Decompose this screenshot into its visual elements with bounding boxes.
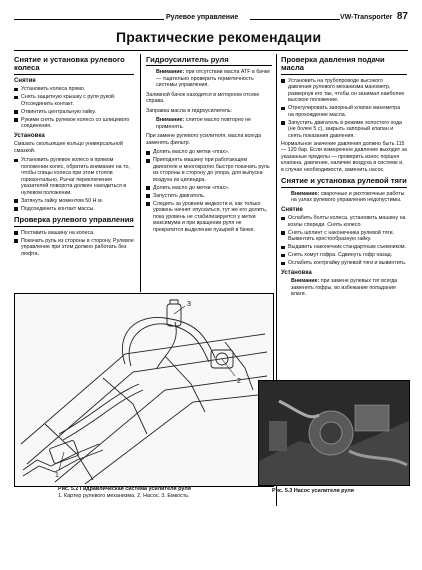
bleed-steps — [146, 149, 272, 233]
note-atf — [146, 69, 272, 89]
heading-tie-rod: Снятие и установка рулевой тяги — [281, 177, 407, 187]
note-welding — [281, 191, 407, 204]
column-divider — [140, 54, 141, 292]
tie-rod-removal-list — [281, 215, 407, 267]
note-label: Внимание: — [156, 69, 185, 76]
list-item: Следить за уровнем жидкости и, как только уровень начнет опускаться, тут же его долить, пока уровень не стабилизируется у метки максимума и при вращении руля не прекратится выделение пузырей в бачке. — [146, 201, 272, 234]
hydraulic-system-illustration — [15, 294, 273, 486]
subheading-install: Установка — [281, 268, 312, 276]
list-item: Снять шплинт с наконечника рулевой тяги. Вывинтить крестообразную гайку. — [281, 230, 407, 243]
list-item: Рукими снять рулевое колесо со шлицевого соединения. — [14, 117, 134, 130]
list-item: Установить рулевое колесо в прямом положении колес, обратить внимание на то, чтобы спицы колеса при этом стояли горизонтально. Рычаг переключения указателей поворота должен находиться в нулевом положении. — [14, 157, 134, 196]
paragraph-filter: При замене рулевого усилителя, масла всегда заменять фильтр. — [146, 133, 261, 146]
caption-title: Гидравлическая система усилителя руля — [79, 486, 191, 492]
note-label: Внимание: — [291, 190, 320, 197]
caption-label: Рис. 5.2 — [58, 486, 79, 492]
list-item: Ослабить контргайку рулевой тяги и вывинтить. — [281, 260, 407, 267]
subheading-install: Установка — [14, 131, 45, 139]
page-title: Практические рекомендации — [116, 29, 322, 45]
page-number: 87 — [396, 11, 408, 22]
paragraph-reservoir: Заливной бачок находится в моторном отсеке справа. — [146, 91, 260, 105]
figure-5-3-caption — [272, 488, 412, 495]
figure-5-2-drawing — [14, 293, 274, 487]
note-oil — [146, 117, 272, 130]
note-text: слитое масло повторно не применять. — [156, 117, 251, 130]
note-text: при замене рулевых тяг всегда заменять гофры, во избежание попадания влаги. — [291, 278, 398, 298]
header-rule-right — [250, 19, 340, 20]
caption-legend: 1. Картер рулевого механизма. 2. Насос. 3. Емкость. — [58, 493, 190, 499]
list-item: Запустить двигатель. — [146, 193, 272, 200]
note-text: при отсутствии масла ATF в бачке — тщательно проверить герметичность системы управления. — [156, 69, 271, 89]
note-boots — [281, 278, 407, 298]
header-section: Рулевое управление — [166, 14, 239, 21]
paragraph-pressure: Нормальное значение давления должно быть 115 — 120 бар. Если измеренное давление выходит за указанные пределы — проверить износ поршня клапана, давление, наличие воздуха в системе и, в случае необходимости, заменить насос. — [281, 140, 407, 173]
install-intro: Смазать скользящее кольцо универсальной смазкой. — [14, 141, 123, 154]
list-item: Установить на трубопроводе высокого давления рулевого механизма манометр, развернув его так, чтобы он занимал наиболее высокое положение. — [281, 78, 407, 104]
running-header — [14, 13, 408, 25]
list-item: Подсоединить контакт массы. — [14, 206, 134, 213]
note-text: сварочные и рихтовочные работы на узлах рулевого управления недопустимы. — [291, 190, 405, 204]
header-book: VW-Transporter — [340, 14, 393, 21]
list-item: Долить масло до метки «max». — [146, 149, 272, 156]
subheading-removal: Снятие — [281, 205, 303, 213]
caption-label: Рис. 5.3 — [272, 488, 293, 494]
list-item: Покачать руль из стороны в сторону. Рулевое управление при этом должно работать без люфта. — [14, 238, 134, 258]
column-1 — [14, 56, 134, 259]
callout-2: 2 — [237, 378, 241, 385]
note-label: Внимание: — [291, 278, 320, 285]
heading-steering-wheel: Снятие и установка рулевого колеса — [14, 56, 134, 75]
pump-photo-illustration — [259, 381, 409, 485]
figure-5-3-photo — [258, 380, 410, 486]
list-item: Запустить двигатель в режиме холостого хода (не более 5 с), закрыть запорный клапан и снять показания давления. — [281, 120, 407, 140]
list-item: Снять защитную крышку с руля рукой. Отсоединить контакт. — [14, 94, 134, 107]
callout-3: 3 — [187, 301, 191, 308]
heading-steering-check: Проверка рулевого управления — [14, 216, 134, 226]
pressure-steps — [281, 78, 407, 140]
list-item: Выдавить наконечник стандартным съемником. — [281, 244, 407, 251]
list-item: Долить масло до метки «max». — [146, 185, 272, 192]
heading-power-steering: Гидроусилитель руля — [146, 56, 272, 66]
callout-1: 1 — [55, 472, 59, 479]
title-rule — [14, 50, 408, 51]
column-3 — [281, 56, 407, 301]
list-item: Отвинтить центральную гайку. — [14, 109, 134, 116]
check-list — [14, 230, 134, 258]
subheading-removal: Снятие — [14, 76, 36, 84]
list-item: Ослабить болты колеса, установить машину на козлы спереди. Снять колесо. — [281, 215, 407, 228]
list-item: Установить колеса прямо. — [14, 86, 134, 93]
header-rule-left — [14, 19, 164, 20]
list-item: Снять хомут гофра. Сдвинуть гофр назад. — [281, 252, 407, 259]
list-item: Приподнять машину при работающем двигателе и многократно быстро покачать руль из стороны в сторону до упора, для выпуска воздуха из цилиндра. — [146, 157, 272, 183]
caption-title: Насос усилителя руля — [293, 488, 354, 494]
install-list — [14, 157, 134, 212]
note-label: Внимание: — [156, 117, 185, 124]
heading-oil-pressure: Проверка давления подачи масла — [281, 56, 407, 75]
list-item: Поставить машину на колеса. — [14, 230, 134, 237]
list-item: Затянуть гайку моментом 50 Н м. — [14, 198, 134, 205]
list-item: Отрегулировать запорный клапан манометра на прохождение масла. — [281, 105, 407, 118]
paragraph-refill: Заправка масла в гидроусилитель: — [146, 107, 233, 114]
column-2 — [146, 56, 272, 235]
figure-5-2-caption — [58, 486, 278, 500]
removal-list — [14, 86, 134, 130]
